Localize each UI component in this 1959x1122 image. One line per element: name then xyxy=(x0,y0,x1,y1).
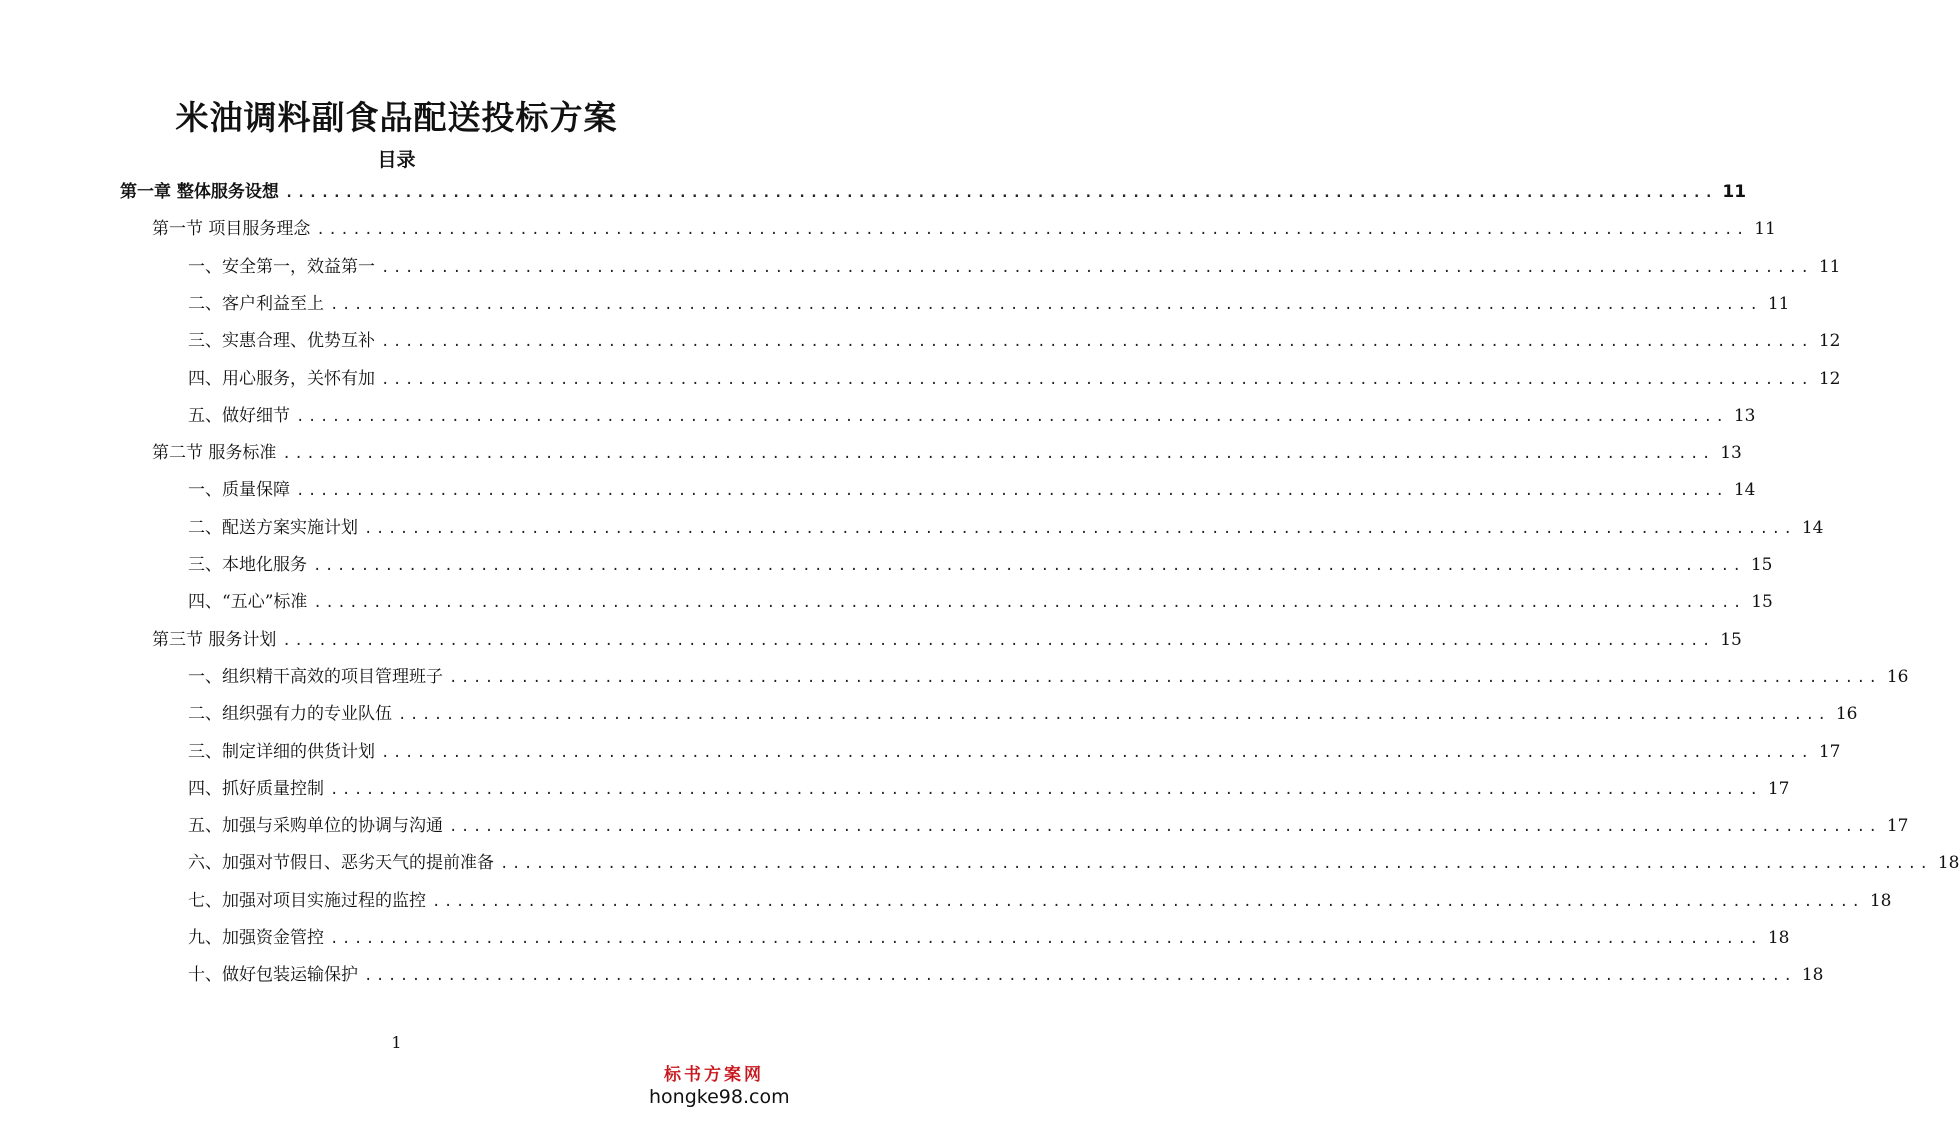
toc-entry-label: 二、客户利益至上 xyxy=(188,293,324,314)
toc-leader-dots: ........................................................................................................................ xyxy=(381,744,1813,761)
toc-entry-page: 13 xyxy=(1720,443,1742,464)
document-title: 米油调料副食品配送投标方案 xyxy=(175,98,618,137)
toc-entry-page: 18 xyxy=(1767,928,1790,948)
page-number: 1 xyxy=(391,1033,402,1052)
toc-entry[interactable] xyxy=(152,625,1742,655)
toc-leader-dots: ........................................................................................................................ xyxy=(296,483,1728,500)
toc-entry-label: 四、用心服务，关怀有加 xyxy=(188,368,375,389)
toc-entry[interactable] xyxy=(188,774,1790,804)
toc-entry[interactable] xyxy=(188,699,1858,729)
toc-entry-page: 11 xyxy=(1767,293,1790,314)
toc-heading: 目录 xyxy=(377,149,416,171)
toc-leader-dots: ........................................................................................................................ xyxy=(364,520,1796,537)
toc-leader-dots: ........................................................................................................................ xyxy=(284,185,1717,201)
toc-leader-dots: ........................................................................................................................ xyxy=(432,893,1864,910)
toc-entry[interactable] xyxy=(152,214,1776,244)
toc-leader-dots: ........................................................................................................................ xyxy=(296,408,1728,425)
toc-entry-page: 13 xyxy=(1733,405,1756,426)
toc-entry-page: 12 xyxy=(1818,368,1841,389)
toc-leader-dots: ........................................................................................................................ xyxy=(381,371,1813,388)
toc-entry-label: 四、“五心”标准 xyxy=(188,592,308,613)
toc-entry-label: 七、加强对项目实施过程的监控 xyxy=(188,890,426,911)
toc-entry-page: 14 xyxy=(1801,517,1824,538)
toc-entry-label: 第二节 服务标准 xyxy=(152,443,277,464)
toc-entry[interactable] xyxy=(188,662,1909,692)
watermark-brand: 标书方案网 xyxy=(664,1065,764,1085)
toc-entry[interactable] xyxy=(188,252,1841,282)
toc-entry-page: 11 xyxy=(1754,219,1776,240)
toc-entry[interactable] xyxy=(152,438,1742,468)
toc-entry-label: 二、组织强有力的专业队伍 xyxy=(188,704,392,725)
toc-entry-label: 一、组织精干高效的项目管理班子 xyxy=(188,666,443,687)
toc-entry-page: 18 xyxy=(1869,890,1892,911)
toc-entry-page: 15 xyxy=(1750,555,1773,575)
toc-entry-page: 11 xyxy=(1818,256,1841,277)
toc-entry[interactable] xyxy=(188,737,1841,767)
toc-entry[interactable] xyxy=(188,811,1909,841)
toc-entry-page: 12 xyxy=(1818,331,1841,352)
toc-leader-dots: ........................................................................................................................ xyxy=(381,259,1813,276)
toc-entry-label: 九、加强资金管控 xyxy=(188,928,324,948)
toc-entry-page: 16 xyxy=(1886,666,1909,687)
toc-leader-dots: ........................................................................................................................ xyxy=(330,781,1762,798)
toc-leader-dots: ........................................................................................................................ xyxy=(316,222,1748,239)
toc-entry-page: 11 xyxy=(1722,182,1747,202)
toc-entry-label: 三、本地化服务 xyxy=(188,555,307,575)
toc-entry-page: 15 xyxy=(1751,592,1773,613)
toc-entry[interactable] xyxy=(188,587,1773,617)
toc-entry-label: 二、配送方案实施计划 xyxy=(188,517,358,538)
toc-leader-dots: ........................................................................................................................ xyxy=(381,334,1813,351)
toc-entry-page: 15 xyxy=(1720,629,1742,650)
toc-entry-label: 一、质量保障 xyxy=(188,480,290,501)
toc-entry-page: 17 xyxy=(1886,816,1909,837)
toc-leader-dots: ........................................................................................................................ xyxy=(313,558,1745,574)
toc-leader-dots: ........................................................................................................................ xyxy=(500,856,1932,873)
toc-entry[interactable] xyxy=(188,326,1841,356)
toc-entry[interactable] xyxy=(188,550,1773,580)
toc-entry-label: 六、加强对节假日、恶劣天气的提前准备 xyxy=(188,853,494,874)
toc-entry[interactable] xyxy=(120,177,1747,207)
toc-entry-page: 17 xyxy=(1818,741,1841,762)
toc-entry-label: 一、安全第一，效益第一 xyxy=(188,256,375,277)
toc-entry-label: 三、实惠合理、优势互补 xyxy=(188,331,375,352)
toc-entry[interactable] xyxy=(188,848,1959,878)
watermark-url: hongke98.com xyxy=(649,1086,790,1108)
toc-leader-dots: ........................................................................................................................ xyxy=(330,296,1762,313)
watermark-logo xyxy=(649,1064,790,1108)
toc-leader-dots: ........................................................................................................................ xyxy=(282,446,1714,463)
toc-entry-label: 第一章 整体服务设想 xyxy=(120,182,279,202)
toc-entry-page: 18 xyxy=(1937,853,1959,874)
toc-entry-label: 第一节 项目服务理念 xyxy=(152,219,311,240)
toc-entry-label: 四、抓好质量控制 xyxy=(188,778,324,799)
toc-entry[interactable] xyxy=(188,401,1756,431)
toc-entry[interactable] xyxy=(188,960,1824,990)
toc-entry-label: 五、加强与采购单位的协调与沟通 xyxy=(188,816,443,837)
toc-leader-dots: ........................................................................................................................ xyxy=(364,968,1796,985)
toc-entry-label: 十、做好包装运输保护 xyxy=(188,965,358,986)
toc-entry-label: 三、制定详细的供货计划 xyxy=(188,741,375,762)
toc-entry[interactable] xyxy=(188,513,1824,543)
toc-leader-dots: ........................................................................................................................ xyxy=(449,669,1881,686)
toc-entry[interactable] xyxy=(188,923,1790,953)
toc-leader-dots: ........................................................................................................................ xyxy=(330,931,1762,947)
toc-entry-page: 18 xyxy=(1801,965,1824,986)
toc-entry-label: 第三节 服务计划 xyxy=(152,629,277,650)
toc-entry-page: 16 xyxy=(1835,704,1858,725)
toc-entry[interactable] xyxy=(188,364,1841,394)
toc-entry[interactable] xyxy=(188,886,1892,916)
toc-entry[interactable] xyxy=(188,475,1756,505)
toc-entry-page: 14 xyxy=(1733,480,1756,501)
toc-entry[interactable] xyxy=(188,289,1790,319)
toc-entry-page: 17 xyxy=(1767,778,1790,799)
toc-leader-dots: ........................................................................................................................ xyxy=(449,819,1881,836)
toc-leader-dots: ........................................................................................................................ xyxy=(282,632,1714,649)
toc-entry-label: 五、做好细节 xyxy=(188,405,290,426)
toc-leader-dots: ........................................................................................................................ xyxy=(313,595,1745,612)
toc-leader-dots: ........................................................................................................................ xyxy=(398,707,1830,724)
